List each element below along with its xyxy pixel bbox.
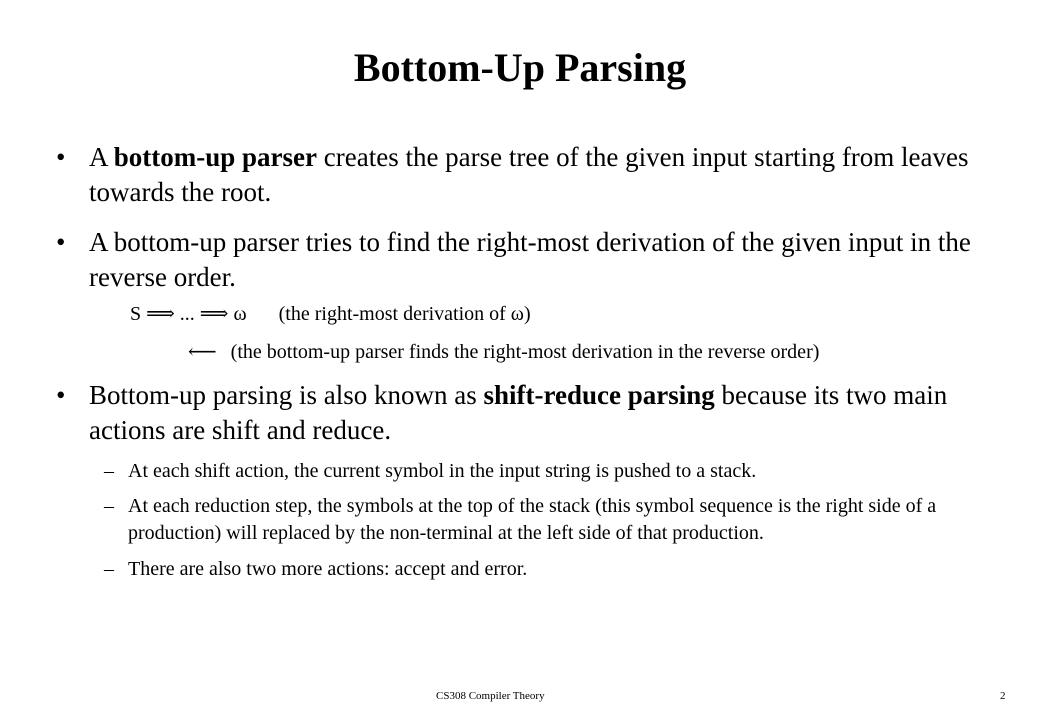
reverse-derivation-note	[188, 339, 819, 366]
subitem-dash: –	[104, 495, 114, 517]
bullet-text: Bottom-up parsing is also known as shift-reduce parsing because its two main actions are shift and reduce.	[89, 380, 948, 445]
bullet-text: A bottom-up parser creates the parse tree of the given input starting from leaves towards the root.	[89, 142, 969, 207]
subitem-accept-error	[104, 556, 1024, 583]
subitem-text: At each shift action, the current symbol in the input string is pushed to a stack.	[128, 460, 757, 482]
bullet-rightmost-derivation	[56, 225, 1016, 295]
bullet-shift-reduce	[56, 378, 1016, 448]
bullet-dot: •	[56, 380, 66, 410]
subitem-reduction-step	[104, 493, 1024, 547]
subitem-dash: –	[104, 460, 114, 482]
subitem-shift-action	[104, 458, 1024, 485]
derivation-formula	[130, 301, 531, 328]
footer-course: CS308 Compiler Theory	[436, 690, 545, 702]
reverse-arrow: ⟵	[188, 341, 217, 363]
derivation-expression: S ⟹ ... ⟹ ω	[130, 303, 247, 325]
reverse-note: (the bottom-up parser finds the right-most derivation in the reverse order)	[230, 341, 820, 363]
subitem-text: At each reduction step, the symbols at the top of the stack (this symbol sequence is the right side of a production) will replaced by the non-terminal at the left side of that production.	[128, 495, 937, 544]
derivation-note: (the right-most derivation of ω)	[278, 303, 531, 325]
bold-term: bottom-up parser	[113, 142, 318, 172]
bullet-bottom-up-parser	[56, 140, 1016, 210]
subitem-dash: –	[104, 558, 114, 580]
footer-page-number: 2	[1000, 690, 1006, 702]
bullet-dot: •	[56, 142, 66, 172]
subitem-text: There are also two more actions: accept and error.	[128, 558, 528, 580]
bullet-dot: •	[56, 227, 66, 257]
bullet-text: A bottom-up parser tries to find the right-most derivation of the given input in the reverse order.	[89, 227, 971, 292]
slide-title: Bottom-Up Parsing	[353, 45, 687, 90]
bold-term: shift-reduce parsing	[483, 380, 715, 410]
